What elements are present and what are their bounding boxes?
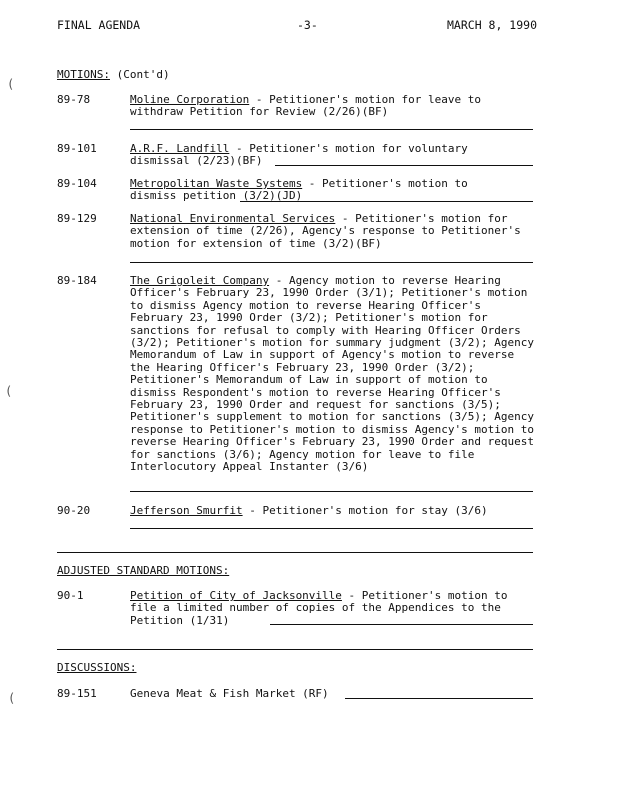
signature-line <box>240 201 533 202</box>
agenda-item: The Grigoleit Company - Agency motion to reverse Hearing Officer's February 23, 1990 Order (3/1); Petitioner's motion to dismiss Agency motion to reverse Hearing Officer's February 23, 1990 Order (3/2); Petitioner's motion for sanctions for refusal to comply with Hearing Officer Orders (3/2); Petitioner's motion for summary judgment (3/2); Agency Memorandum of Law in support of Agency's motion to reverse the Hearing Officer's February 23, 1990 Order (3/2); Petitioner's Memorandum of Law in support of motion to dismiss Respondent's motion to reverse Hearing Officer's February 23, 1990 Order and request for sanctions (3/5); Petitioner's supplement to motion for sanctions (3/5); Agency response to Petitioner's motion to dismiss Agency's motion to reverse Hearing Officer's February 23, 1990 Order and request for sanctions (3/6); Agency motion for leave to file Interlocutory Appeal Instanter (3/6) <box>130 274 534 474</box>
header-left: FINAL AGENDA <box>57 18 141 32</box>
section-adjusted: ADJUSTED STANDARD MOTIONS: <box>57 564 230 577</box>
signature-line <box>130 528 533 529</box>
margin-mark: ( <box>5 384 13 398</box>
docket-number: 90-1 <box>57 589 84 602</box>
docket-number: 89-184 <box>57 274 97 287</box>
header-date: MARCH 8, 1990 <box>447 18 538 32</box>
docket-number: 89-78 <box>57 93 91 106</box>
section-discussions: DISCUSSIONS: <box>57 661 137 674</box>
signature-line <box>130 129 533 130</box>
agenda-item: Metropolitan Waste Systems - Petitioner's motion to dismiss petition (3/2)(JD) <box>130 177 468 203</box>
agenda-item: Geneva Meat & Fish Market (RF) <box>130 687 329 700</box>
signature-line <box>130 262 533 263</box>
margin-mark: ( <box>7 77 15 91</box>
docket-number: 89-151 <box>57 687 97 700</box>
signature-line <box>130 491 533 492</box>
section-divider <box>57 649 533 650</box>
docket-number: 89-129 <box>57 212 97 225</box>
docket-number: 90-20 <box>57 504 91 517</box>
margin-mark: ( <box>8 691 16 705</box>
agenda-item: A.R.F. Landfill - Petitioner's motion for voluntary dismissal (2/23)(BF) <box>130 142 468 168</box>
agenda-item: National Environmental Services - Petitioner's motion for extension of time (2/26), Agency's response to Petitioner's motion for extension of time (3/2)(BF) <box>130 212 521 250</box>
signature-line <box>270 624 533 625</box>
page-number: -3- <box>297 18 318 32</box>
signature-line <box>275 165 533 166</box>
section-motions: MOTIONS: (Cont'd) <box>57 68 170 81</box>
signature-line <box>345 698 533 699</box>
agenda-item: Moline Corporation - Petitioner's motion for leave to withdraw Petition for Review (2/26)(BF) <box>130 93 482 119</box>
docket-number: 89-101 <box>57 142 97 155</box>
agenda-item: Jefferson Smurfit - Petitioner's motion for stay (3/6) <box>130 504 488 517</box>
section-divider <box>57 552 533 553</box>
docket-number: 89-104 <box>57 177 97 190</box>
agenda-item: Petition of City of Jacksonville - Petitioner's motion to file a limited number of copies of the Appendices to the Petition (1/31) <box>130 589 508 627</box>
